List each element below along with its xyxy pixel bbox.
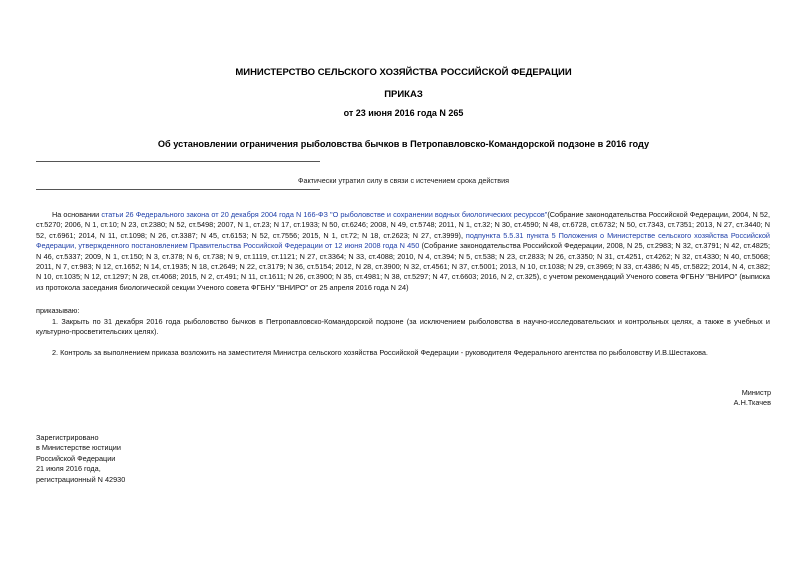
preamble-citations: (Собрание законодательства Российской Федерации, 2004, N 52, ст.5270; 2006, N 1, ст.10; N 23, ст.2380; N 52, ст.5498; 2007, N 1, ст.23; N 17, ст.1933; N 50, ст.6246; 2008, N 49, ст.5748; 2011, N 1, ст.32; N 30, ст.4590; N 48, ст.6728, ст.6732; N 50, ст.7343, ст.7351; 2013, N 27, ст.3440; N 52, ст.6961; 2014, N 11, ст.1098; N 26, ст.3387; N 45, ст.6153; N 52, ст.7556; 2015, N 1, ст.72; N 18, ст.2623; N 27, ст.3999), — [36, 210, 771, 240]
order-title: Об установлении ограничения рыболовства бычков в Петропавловско-Командорской подзоне в 2016 году — [157, 139, 650, 149]
order-heading: ПРИКАЗ — [384, 89, 423, 100]
status-note: Фактически утратил силу в связи с истечением срока действия — [298, 176, 509, 185]
order-item-2: 2. Контроль за выполнением приказа возложить на заместителя Министра сельского хозяйства Российской Федерации - руководителя Федерального агентства по рыболовству И.В.Шестакова. — [52, 348, 708, 357]
registration-line-2: в Министерстве юстиции — [36, 443, 121, 453]
registration-line-1: Зарегистрировано — [36, 433, 99, 442]
order-date: от 23 июня 2016 года N 265 — [343, 108, 464, 118]
registration-line-5: регистрационный N 42930 — [36, 474, 126, 484]
registration-line-4: 21 июля 2016 года, — [36, 464, 101, 474]
law-article-link[interactable]: статьи 26 Федерального закона от 20 декабря 2004 года N 166-ФЗ "О рыболовстве и сохранении водных биологических ресурсов" — [101, 210, 548, 219]
ministry-heading: МИНИСТЕРСТВО СЕЛЬСКОГО ХОЗЯЙСТВА РОССИЙСКОЙ ФЕДЕРАЦИИ — [235, 67, 572, 78]
divider-top — [36, 161, 320, 162]
prikazyvayu-label: приказываю: — [36, 306, 80, 315]
preamble-lead: На основании — [52, 210, 102, 219]
signer-position: Министр — [741, 388, 771, 397]
divider-bottom — [36, 189, 320, 190]
registration-line-3: Российской Федерации — [36, 453, 116, 463]
preamble-paragraph — [36, 210, 770, 293]
preamble-tail: (Собрание законодательства Российской Федерации, 2008, N 25, ст.2983; N 32, ст.3791; N 42, ст.4825; N 46, ст.5337; 2009, N 1, ст.150; N 3, ст.378; N 6, ст.738; N 9, ст.1119, ст.1121; N 27, ст.3364; N 33, ст.4088; 2010, N 4, ст.394; N 5, ст.538; N 23, ст.2833; N 26, ст.3350; N 31, ст.4251, ст.4262; N 32, ст.4330; N 40, ст.5068; 2011, N 7, ст.983; N 12, ст.1652; N 14, ст.1935; N 18, ст.2649; N 22, ст.3179; N 36, ст.5154; 2012, N 28, ст.3900; N 32, ст.4561; N 37, ст.5001; 2013, N 10, ст.1038; N 29, ст.3969; N 33, ст.4386; N 45, ст.5822; 2014, N 4, ст.382; N 10, ст.1035; N 12, ст.1297; N 28, ст.4068; 2015, N 2, ст.491; N 11, ст.1611; N 26, ст.3900; N 35, ст.4981; N 38, ст.5297; N 47, ст.6603; 2016, N 2, ст.325), с учетом рекомендаций Ученого совета ФГБНУ "ВНИРО" (выписка из протокола заседания биологической секции Ученого совета ФГБНУ "ВНИРО" от 25 апреля 2016 года N 24) — [36, 241, 771, 292]
order-item-1: 1. Закрыть по 31 декабря 2016 года рыболовство бычков в Петропавловско-Командорской подзоне (за исключением рыболовства в научно-исследовательских и контрольных целях, а также в учебных и культурно-просветительских целях). — [36, 317, 770, 337]
signer-name: А.Н.Ткачев — [733, 398, 771, 408]
registration-block — [36, 433, 125, 485]
regulation-link[interactable]: подпункта 5.5.31 пункта 5 Положения о Министерстве сельского хозяйства Российской Федерации, утвержденного постановлением Правительства Российской Федерации от 12 июня 2008 года N 450 — [36, 230, 770, 251]
signature-block — [734, 388, 771, 409]
